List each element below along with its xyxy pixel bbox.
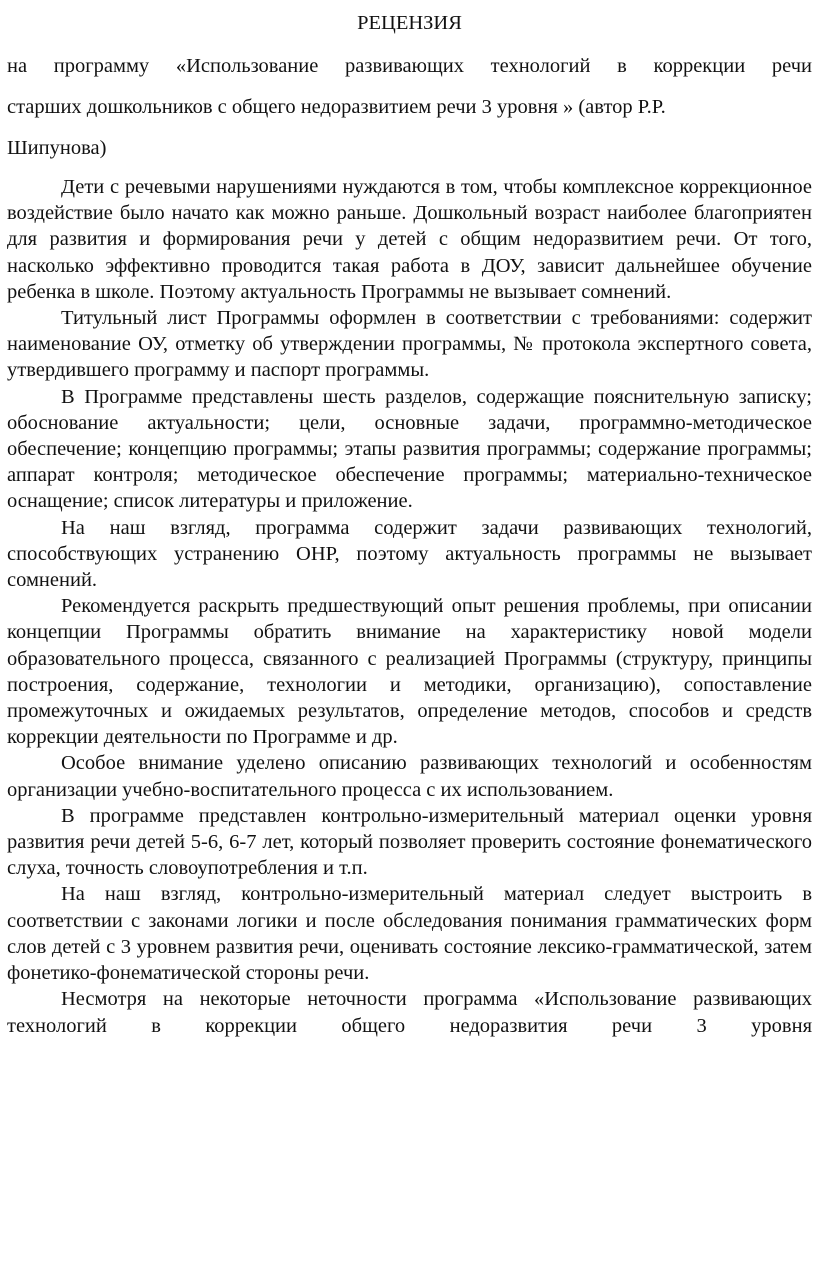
paragraph-assessment-material: В программе представлен контрольно-измерительный материал оценки уровня развития речи детей 5-6, 6-7 лет, который позволяет проверить состояние фонематического слуха, точность словоупотребления и т.п. (7, 804, 812, 880)
paragraph-title-page: Титульный лист Программы оформлен в соответствии с требованиями: содержит наименование ОУ, отметку об утверждении программы, № протокола экспертного совета, утвердившего программу и паспорт программы. (7, 307, 812, 382)
subtitle-line-1: на программу «Использование развивающих технологий в коррекции речи (7, 55, 812, 77)
paragraph-sections: В Программе представлены шесть разделов, содержащие пояснительную записку; обоснование актуальности; цели, основные задачи, программно-методическое обеспечение; концепцию программы; этапы развития программы; содержание программы; аппарат контроля; методическое обеспечение программы; материально-техническое оснащение; список литературы и приложение. (7, 385, 812, 513)
subtitle-line-3: Шипунова) (7, 137, 107, 159)
paragraph-relevance: Дети с речевыми нарушениями нуждаются в том, чтобы комплексное коррекционное воздействие было начато как можно раньше. Дошкольный возраст наиболее благоприятен для развития и формирования речи у детей с общим недоразвитием речи. От того, насколько эффективно проводится такая работа в ДОУ, зависит дальнейшее обучение ребенка в школе. Поэтому актуальность Программы не вызывает сомнений. (7, 176, 812, 303)
document-title: РЕЦЕНЗИЯ (357, 12, 462, 34)
paragraph-assessment-advice: На наш взгляд, контрольно-измерительный материал следует выстроить в соответствии с законами логики и после обследования понимания грамматических форм слов детей с 3 уровнем развития речи, оценивать состояние лексико-грамматической, затем фонетико-фонематической стороны речи. (7, 883, 812, 985)
document-subtitle (7, 46, 812, 169)
subtitle-line-2: старших дошкольников с общего недоразвитием речи 3 уровня » (автор Р.Р. (7, 96, 666, 118)
paragraph-technologies: Особое внимание уделено описанию развивающих технологий и особенностям организации учебно-воспитательного процесса с их использованием. (7, 752, 812, 801)
paragraph-conclusion: Несмотря на некоторые неточности программа «Использование развивающих технологий в коррекции общего недоразвития речи 3 уровня (7, 988, 812, 1037)
paragraph-tasks: На наш взгляд, программа содержит задачи развивающих технологий, способствующих устранению ОНР, поэтому актуальность программы не вызывает сомнений. (7, 516, 812, 592)
paragraph-recommendations: Рекомендуется раскрыть предшествующий опыт решения проблемы, при описании концепции Программы обратить внимание на характеристику новой модели образовательного процесса, связанного с реализацией Программы (структуру, принципы построения, содержание, технологии и методики, организацию), сопоставление промежуточных и ожидаемых результатов, определение методов, способов и средств коррекции деятельности по Программе и др. (7, 595, 812, 749)
